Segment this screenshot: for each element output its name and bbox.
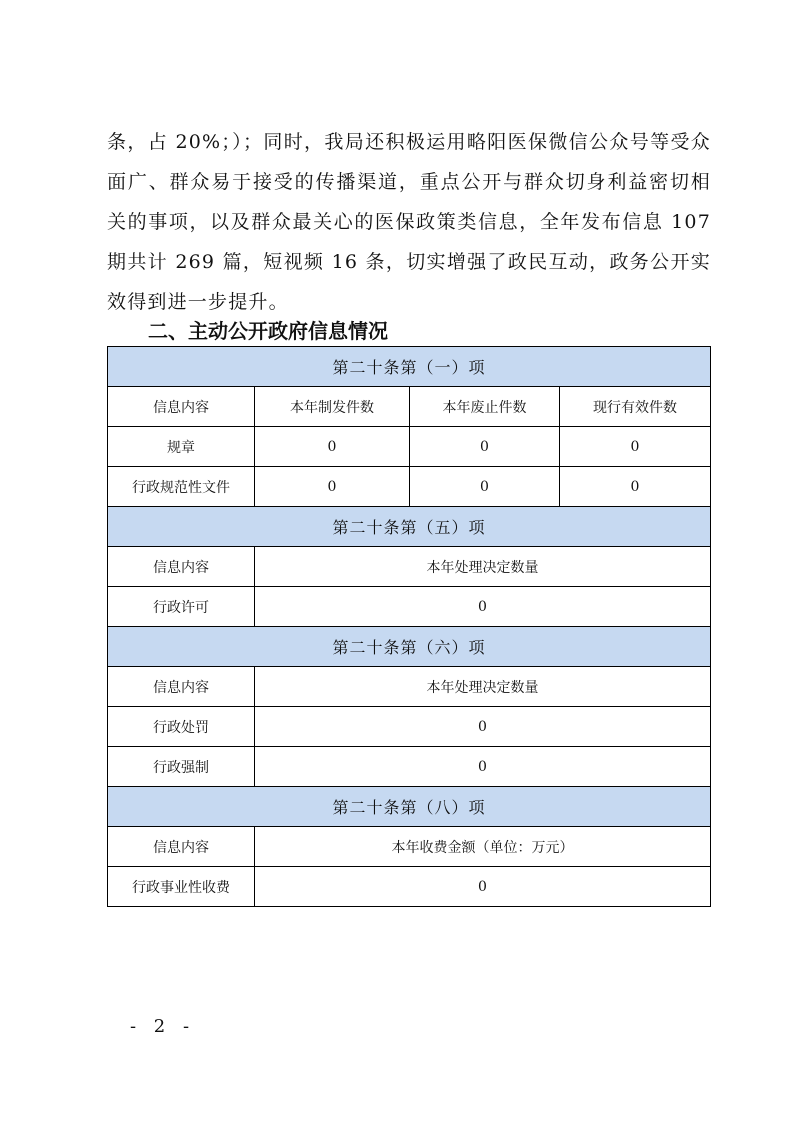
section-title: 第二十条第（八）项 (108, 787, 711, 827)
table-cell: 0 (255, 587, 711, 627)
column-header: 本年制发件数 (255, 387, 410, 427)
column-header: 本年处理决定数量 (255, 547, 711, 587)
row-label: 规章 (108, 427, 255, 467)
header-row (108, 547, 711, 587)
table-row (108, 467, 711, 507)
column-header: 信息内容 (108, 827, 255, 867)
column-header: 信息内容 (108, 547, 255, 587)
section-title: 第二十条第（六）项 (108, 627, 711, 667)
header-row (108, 387, 711, 427)
column-header: 现行有效件数 (560, 387, 711, 427)
page-number: - 2 - (130, 1016, 196, 1037)
info-disclosure-table (107, 346, 711, 907)
table-cell: 0 (560, 467, 711, 507)
section-row (108, 507, 711, 547)
table-cell: 0 (255, 707, 711, 747)
row-label: 行政许可 (108, 587, 255, 627)
column-header: 本年废止件数 (410, 387, 560, 427)
section-row (108, 787, 711, 827)
row-label: 行政事业性收费 (108, 867, 255, 907)
table-row (108, 587, 711, 627)
table-row (108, 707, 711, 747)
section-title: 第二十条第（一）项 (108, 347, 711, 387)
table-row (108, 867, 711, 907)
column-header: 信息内容 (108, 387, 255, 427)
row-label: 行政强制 (108, 747, 255, 787)
column-header: 本年处理决定数量 (255, 667, 711, 707)
table-cell: 0 (255, 867, 711, 907)
table-cell: 0 (410, 427, 560, 467)
table-row (108, 427, 711, 467)
row-label: 行政规范性文件 (108, 467, 255, 507)
header-row (108, 667, 711, 707)
table-cell: 0 (255, 427, 410, 467)
section-title: 第二十条第（五）项 (108, 507, 711, 547)
column-header: 本年收费金额（单位：万元） (255, 827, 711, 867)
intro-paragraph: 条，占 20%；）；同时，我局还积极运用略阳医保微信公众号等受众面广、群众易于接受的传播渠道，重点公开与群众切身利益密切相关的事项，以及群众最关心的医保政策类信息，全年发布信息 107 期共计 269 篇，短视频 16 条，切实增强了政民互动，政务公开实效得到进一步提升。 (107, 131, 711, 313)
table-cell: 0 (255, 747, 711, 787)
table-row (108, 747, 711, 787)
header-row (108, 827, 711, 867)
section-heading: 二、主动公开政府信息情况 (148, 319, 388, 343)
table-cell: 0 (410, 467, 560, 507)
row-label: 行政处罚 (108, 707, 255, 747)
table-cell: 0 (560, 427, 711, 467)
section-row (108, 347, 711, 387)
column-header: 信息内容 (108, 667, 255, 707)
table-cell: 0 (255, 467, 410, 507)
section-row (108, 627, 711, 667)
